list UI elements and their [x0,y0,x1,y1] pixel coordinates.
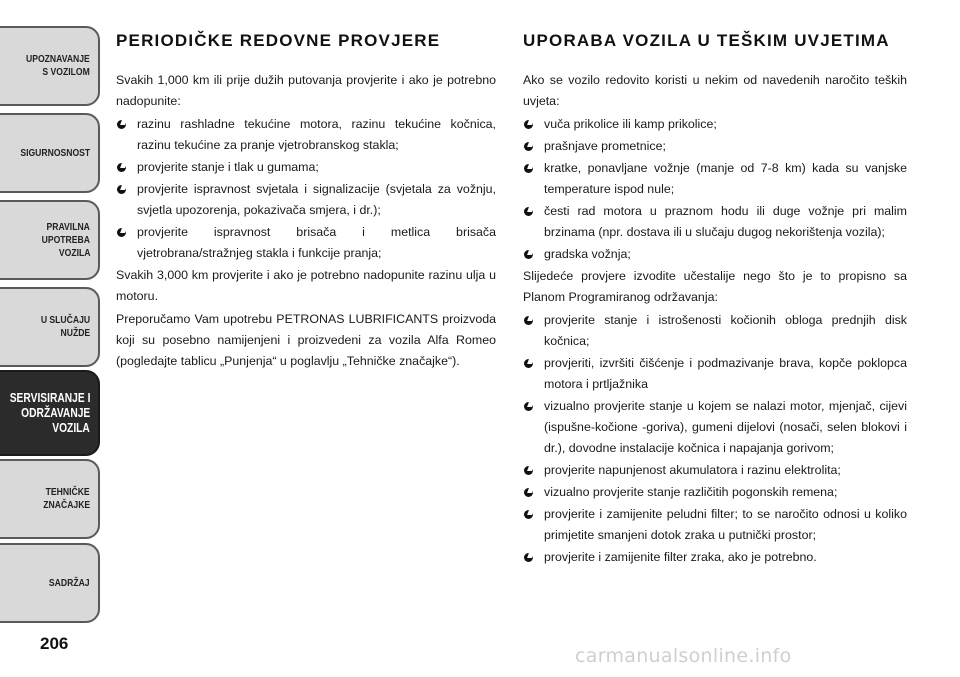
bullet-icon [524,164,533,173]
list-item-text: provjerite ispravnost svjetala i signalizacije (svjetala za vožnju, svjetla upozorenja, pokazivača smjera, i dr.); [137,182,496,217]
list-item [523,460,907,481]
section-title-periodic-checks: PERIODIČKE REDOVNE PROVJERE [116,31,441,50]
tab-label-line: PRAVILNA [46,220,90,233]
list-item-text: razinu rashladne tekućine motora, razinu tekućine kočnica, razinu tekućine za pranje vjetrobranskog stakla; [137,117,496,152]
list-item-text: vizualno provjerite stanje u kojem se nalazi motor, mjenjač, cijevi (ispušne-kočione -goriva), gumeni dijelovi (nosači, selen blokovi i dr.), dovodne instalacije kočnica i napajanja gorivom; [544,399,907,455]
bullet-icon [524,207,533,216]
watermark-text: carmanualsonline.info [575,645,792,667]
bullet-icon [117,120,126,129]
list-item-text: provjeriti, izvršiti čišćenje i podmazivanje brava, kopče poklopca motora i prtljažnika [544,356,907,391]
list-item-text: vuča prikolice ili kamp prikolice; [544,117,717,131]
tab-label-line: U SLUČAJU [40,314,90,326]
bullet-icon [117,228,126,237]
tab-label-line: TEHNIČKE [45,486,90,498]
list-item [523,158,907,200]
tab-label-line: VOZILA [58,246,90,259]
tab-u-slucaju-nuzde[interactable] [0,287,100,367]
list-item [523,310,907,352]
tab-label-line: ZNAČAJKE [43,499,90,511]
petronas-paragraph: Preporučamo Vam upotrebu PETRONAS LUBRIFICANTS proizvoda koji su posebno namijenjeni i proizvedeni za vozila Alfa Romeo (pogledajte tablicu „Punjenja“ u poglavlju „Tehničke značajke“). [116,312,496,368]
list-item [523,244,907,265]
tab-upoznavanje[interactable] [0,26,100,106]
list-item-text: vizualno provjerite stanje različitih pogonskih remena; [544,485,838,499]
bullet-icon [524,120,533,129]
tab-servisiranje-active[interactable] [0,370,100,456]
list-item [523,396,907,459]
list-item-text: provjerite stanje i istrošenosti kočionih obloga prednjih disk kočnica; [544,313,907,348]
page-number: 206 [40,634,69,653]
list-item-text: provjerite i zamijenite peludni filter; to se naročito odnosi u koliko primjetite smanjeni dotok zraka u putnički prostor; [544,507,907,542]
oil-paragraph: Svakih 3,000 km provjerite i ako je potrebno nadopunite razinu ulja u motoru. [116,268,496,303]
tab-pravilna-upotreba[interactable] [0,200,100,280]
tab-sigurnosnost[interactable] [0,113,100,193]
list-item-text: gradska vožnja; [544,247,631,261]
bullet-icon [524,402,533,411]
checks-list [116,114,496,264]
bullet-icon [524,359,533,368]
tab-label-line: ODRŽAVANJE [20,405,90,420]
section-title-heavy-conditions: UPORABA VOZILA U TEŠKIM UVJETIMA [523,31,890,50]
list-item [523,353,907,395]
tab-label-line: SIGURNOSNOST [20,146,90,159]
tab-label-line: VOZILA [52,420,90,435]
list-item [116,114,496,156]
bullet-icon [117,185,126,194]
bullet-icon [117,163,126,172]
tab-label-line: SERVISIRANJE I [9,390,90,405]
list-item-text: česti rad motora u praznom hodu ili duge vožnje pri malim brzinama (npr. dostava ili u slučaju dugog nekorištenja vozila); [544,204,907,239]
chapter-sidebar [0,0,104,677]
list-item [523,136,907,157]
tab-label-line: SADRŽAJ [49,576,90,589]
bullet-icon [524,488,533,497]
bullet-icon [524,142,533,151]
bullet-icon [524,250,533,259]
intro-paragraph: Ako se vozilo redovito koristi u nekim od navedenih naročito teških uvjeta: [523,73,907,108]
tab-label-line: UPOTREBA [41,233,90,246]
list-item-text: provjerite stanje i tlak u gumama; [137,160,319,174]
more-frequent-paragraph: Slijedeće provjere izvodite učestalije nego što je to propisno sa Planom Programiranog održavanja: [523,269,907,304]
tab-sadrzaj[interactable] [0,543,100,623]
tab-label-line: UPOZNAVANJE [26,53,90,65]
tab-tehnicke-znacajke[interactable] [0,459,100,539]
conditions-list [523,114,907,265]
list-item [523,114,907,135]
list-item-text: provjerite i zamijenite filter zraka, ako je potrebno. [544,550,817,564]
tab-label-line: S VOZILOM [42,66,90,78]
frequent-checks-list [523,310,907,568]
list-item-text: prašnjave prometnice; [544,139,666,153]
left-column [116,30,496,374]
bullet-icon [524,510,533,519]
bullet-icon [524,316,533,325]
list-item [523,482,907,503]
list-item-text: provjerite napunjenost akumulatora i razinu elektrolita; [544,463,841,477]
list-item [116,222,496,264]
list-item [116,179,496,221]
bullet-icon [524,553,533,562]
list-item [523,547,907,568]
list-item [523,201,907,243]
tab-label-line: NUŽDE [60,327,90,339]
list-item [523,504,907,546]
list-item-text: provjerite ispravnost brisača i metlica brisača vjetrobrana/stražnjeg stakla i funkcije pranja; [137,225,496,260]
list-item-text: kratke, ponavljane vožnje (manje od 7-8 km) kada su vanjske temperature ispod nule; [544,161,907,196]
right-column [523,30,907,569]
list-item [116,157,496,178]
bullet-icon [524,466,533,475]
intro-paragraph: Svakih 1,000 km ili prije dužih putovanja provjerite i ako je potrebno nadopunite: [116,73,496,108]
